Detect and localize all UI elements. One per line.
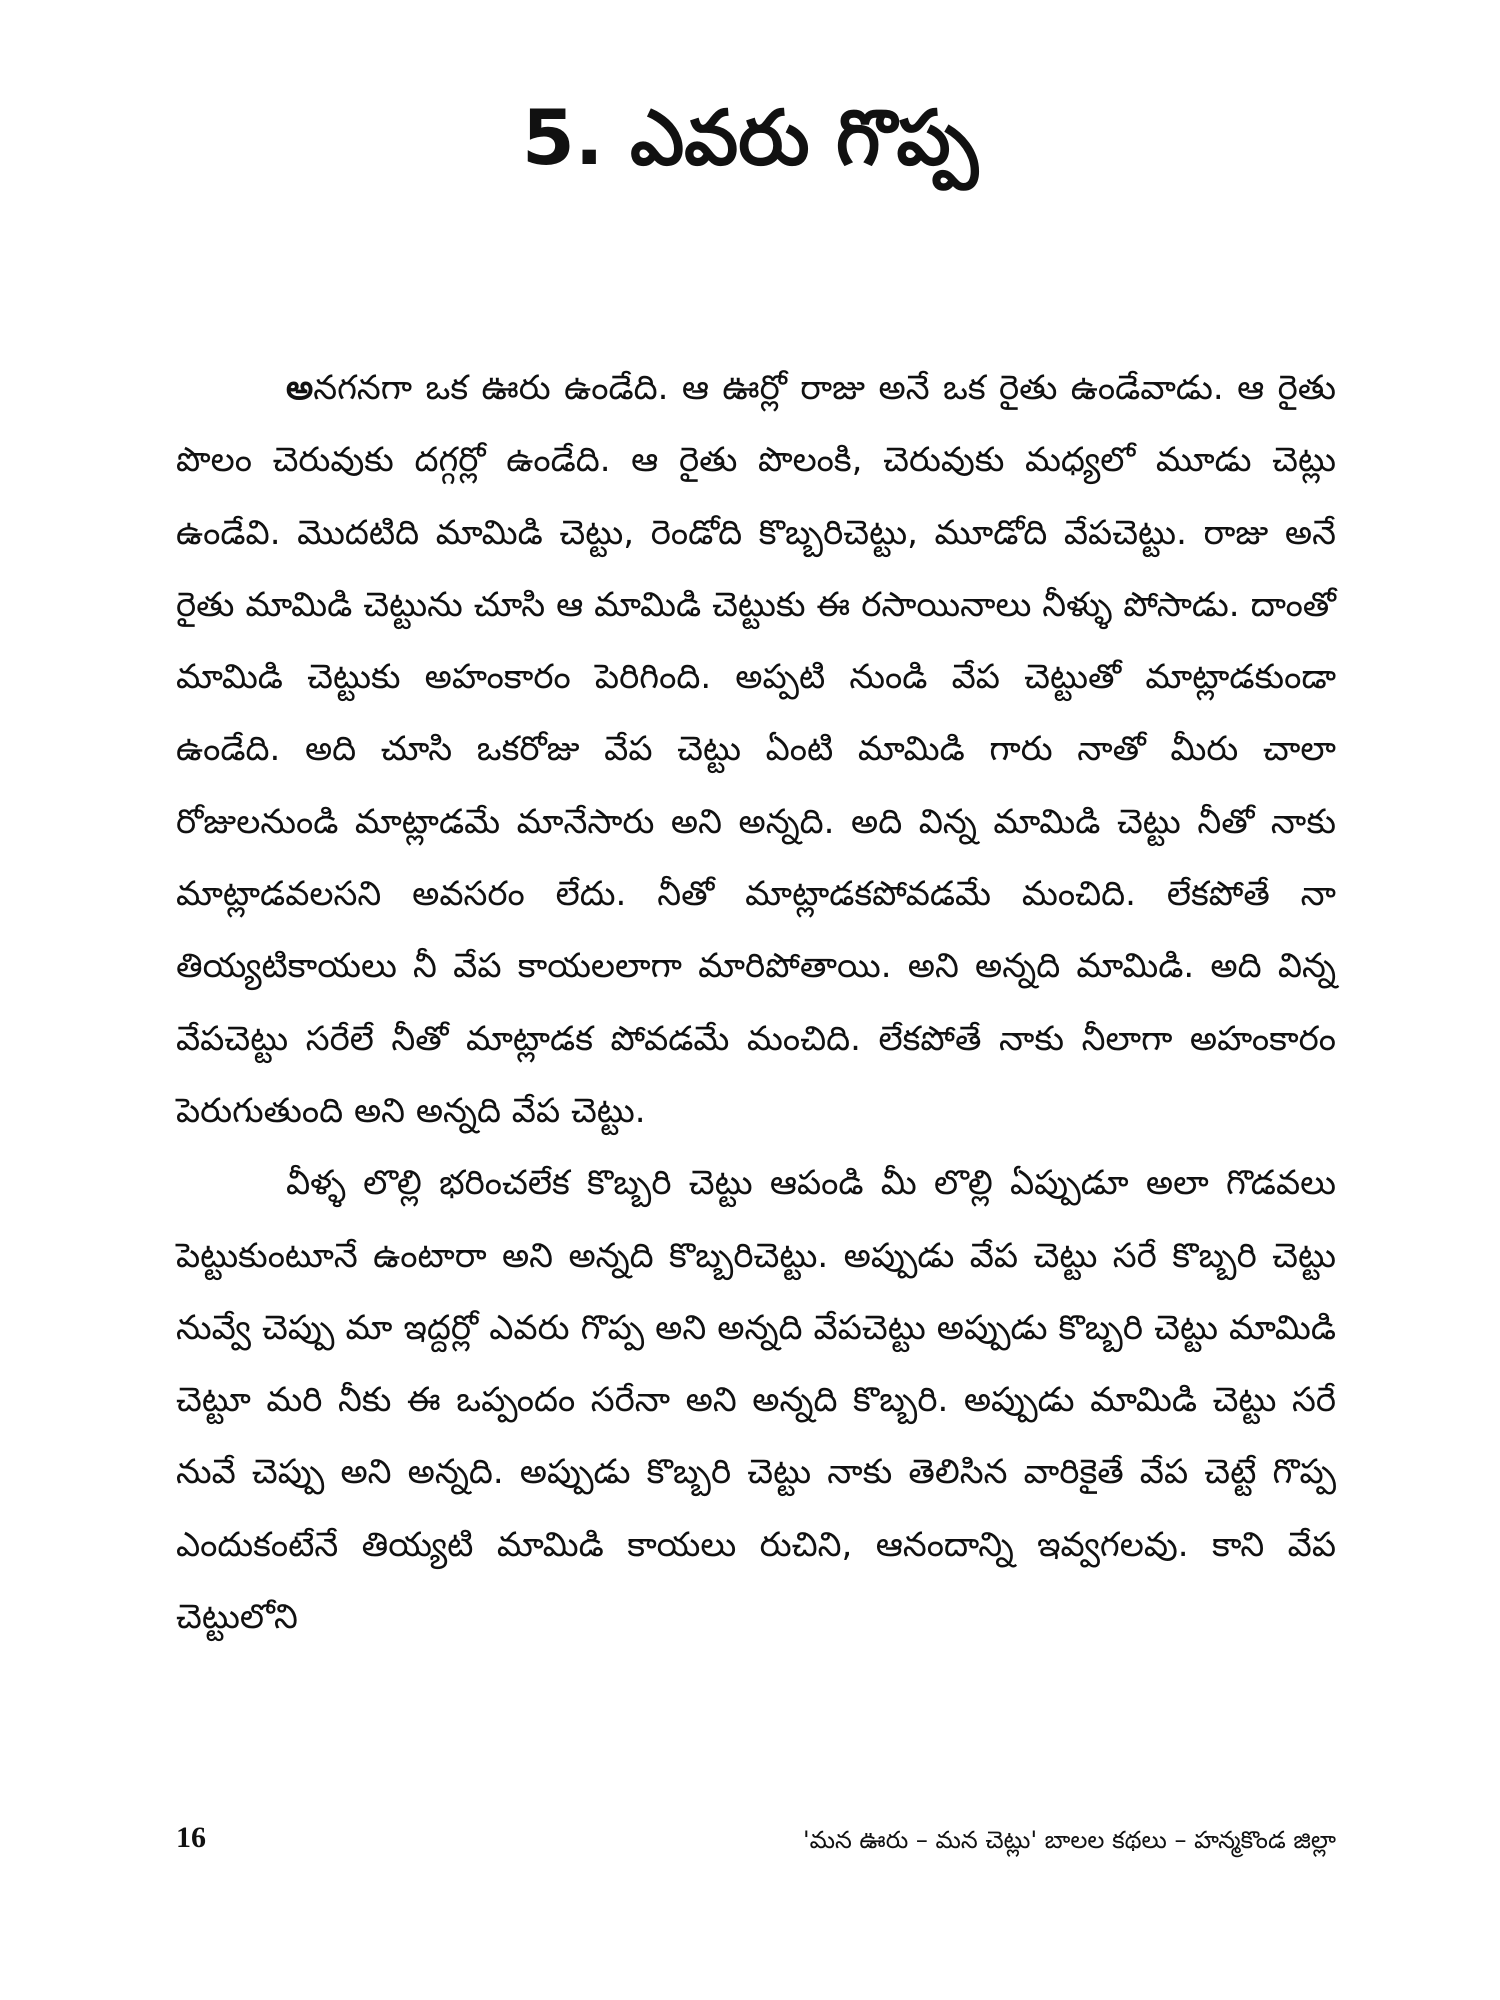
paragraph-1 xyxy=(176,352,1336,1147)
story-body xyxy=(176,352,1336,1653)
paragraph-text: వీళ్ళ లొల్లి భరించలేక కొబ్బరి చెట్టు ఆపండి మీ లొల్లి ఏప్పుడూ అలా గొడవలు పెట్టుకుంటూనే ఉంటారా అని అన్నది కొబ్బరిచెట్టు. అప్పుడు వేప చెట్టు సరే కొబ్బరి చెట్టు నువ్వే చెప్పు మా ఇద్దర్లో ఎవరు గొప్ప అని అన్నది వేపచెట్టు అప్పుడు కొబ్బరి చెట్టు మామిడి చెట్టూ మరి నీకు ఈ ఒప్పందం సరేనా అని అన్నది కొబ్బరి. అప్పుడు మామిడి చెట్టు సరే నువే చెప్పు అని అన్నది. అప్పుడు కొబ్బరి చెట్టు నాకు తెలిసిన వారికైతే వేప చెట్టే గొప్ప ఎందుకంటేనే తియ్యటి మామిడి కాయలు రుచిని, ఆనందాన్ని ఇవ్వగలవు. కాని వేప చెట్టులోని xyxy=(176,1163,1336,1638)
page-footer xyxy=(176,1818,1336,1858)
paragraph-text: నగనగా ఒక ఊరు ఉండేది. ఆ ఊర్లో రాజు అనే ఒక రైతు ఉండేవాడు. ఆ రైతు పొలం చెరువుకు దగ్గర్లో ఉండేది. ఆ రైతు పొలంకి, చెరువుకు మధ్యలో మూడు చెట్లు ఉండేవి. మొదటిది మామిడి చెట్టు, రెండోది కొబ్బరిచెట్టు, మూడోది వేపచెట్టు. రాజు అనే రైతు మామిడి చెట్టును చూసి ఆ మామిడి చెట్టుకు ఈ రసాయినాలు నీళ్ళు పోసాడు. దాంతో మామిడి చెట్టుకు అహంకారం పెరిగింది. అప్పటి నుండి వేప చెట్టుతో మాట్లాడకుండా ఉండేది. అది చూసి ఒకరోజు వేప చెట్టు ఏంటి మామిడి గారు నాతో మీరు చాలా రోజులనుండి మాట్లాడమే మానేసారు అని అన్నది. అది విన్న మామిడి చెట్టు నీతో నాకు మాట్లాడవలసని అవసరం లేదు. నీతో మాట్లాడకపోవడమే మంచిది. లేకపోతే నా తియ్యటికాయలు నీ వేప కాయలలాగా మారిపోతాయి. అని అన్నది మామిడి. అది విన్న వేపచెట్టు సరేలే నీతో మాట్లాడక పోవడమే మంచిది. లేకపోతే నాకు నీలాగా అహంకారం పెరుగుతుంది అని అన్నది వేప చెట్టు. xyxy=(176,368,1336,1131)
story-title: 5. ఎవరు గొప్ప xyxy=(521,93,979,182)
paragraph-2 xyxy=(176,1147,1336,1653)
page-number: 16 xyxy=(176,1821,206,1854)
paragraph-lead-letter: అ xyxy=(286,368,314,408)
book-credit: 'మన ఊరు – మన చెట్లు' బాలల కథలు – హన్మకొండ జిల్లా xyxy=(802,1826,1336,1854)
